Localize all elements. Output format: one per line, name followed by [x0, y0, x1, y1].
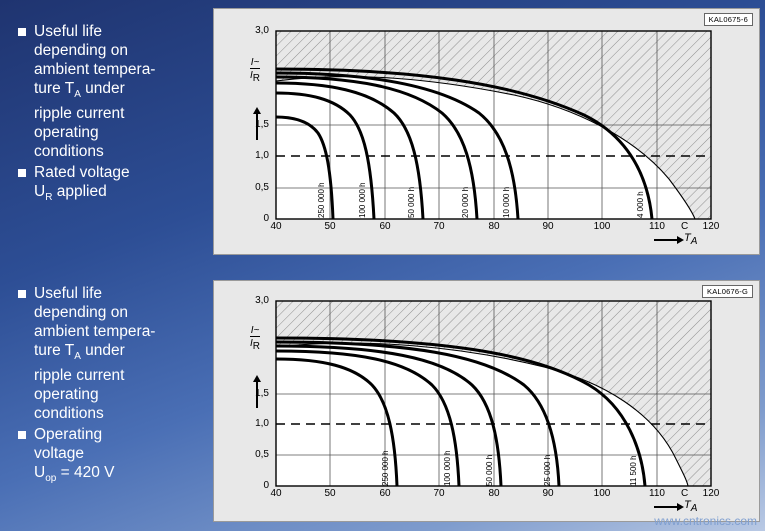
x-tick: 90 — [542, 221, 554, 232]
bullet-square-icon — [18, 28, 26, 36]
x-tick: 50 — [324, 488, 336, 499]
x-axis-arrow-icon — [677, 503, 684, 511]
y-tick: 1,5 — [255, 119, 269, 130]
bullet-list-top — [18, 22, 208, 209]
chart-code-bottom: KAL0676-G — [702, 285, 753, 298]
bullet-square-icon — [18, 431, 26, 439]
x-tick: 70 — [433, 221, 445, 232]
curve-label: 50 000 h — [407, 186, 416, 218]
x-tick: 40 — [270, 221, 282, 232]
y-tick: 0,5 — [255, 449, 269, 460]
x-axis-arrow-shaft — [654, 239, 678, 241]
curve-label: 25 000 h — [543, 454, 552, 486]
chart-code-top: KAL0675-6 — [704, 13, 753, 26]
y-tick: 1,0 — [255, 418, 269, 429]
x-tick: 120 — [702, 488, 720, 499]
watermark: www.cntronics.com — [654, 514, 757, 528]
x-tick: 60 — [379, 221, 391, 232]
chart-bottom — [213, 280, 760, 522]
y-tick: 0,5 — [255, 182, 269, 193]
x-axis-label-top: $T_A$ — [684, 232, 698, 248]
chart-top-svg — [214, 9, 759, 254]
y-axis-arrow-icon — [253, 107, 261, 114]
x-tick: 100 — [593, 488, 611, 499]
x-tick: 80 — [488, 221, 500, 232]
curve-label: 11 500 h — [629, 455, 638, 486]
y-tick: 0 — [263, 480, 269, 491]
x-tick: 70 — [433, 488, 445, 499]
chart-top — [213, 8, 760, 255]
y-tick: 1,0 — [255, 150, 269, 161]
bullet-item — [18, 163, 208, 207]
x-axis-arrow-icon — [677, 236, 684, 244]
x-unit-label: C — [681, 488, 689, 499]
curve-label: 100 000 h — [358, 182, 367, 218]
curve-label: 250 000 h — [317, 182, 326, 218]
bullet-square-icon — [18, 290, 26, 298]
x-tick: 120 — [702, 221, 720, 232]
y-tick: 3,0 — [255, 25, 269, 36]
curve-label: 4 000 h — [636, 191, 645, 218]
y-tick: 0 — [263, 213, 269, 224]
curve-label: 250 000 h — [381, 450, 390, 486]
curve-label: 20 000 h — [461, 186, 470, 218]
x-tick: 90 — [542, 488, 554, 499]
bullet-text: Operating voltage $U_{op} = 420$ V — [34, 426, 115, 485]
x-tick: 50 — [324, 221, 336, 232]
x-tick: 110 — [649, 488, 665, 499]
bullet-list-bottom — [18, 284, 208, 490]
y-tick: 1,5 — [255, 388, 269, 399]
x-tick: 80 — [488, 488, 500, 499]
y-axis-arrow-icon — [253, 375, 261, 382]
curve-label: 50 000 h — [485, 454, 494, 486]
x-tick: 40 — [270, 488, 282, 499]
curve-label: 100 000 h — [443, 450, 452, 486]
bullet-text: Useful life depending on ambient tempera- ture $T_A$ under ripple current operating conditions — [34, 23, 156, 161]
bullet-item — [18, 22, 208, 161]
bullet-square-icon — [18, 169, 26, 177]
y-tick: 3,0 — [255, 295, 269, 306]
x-axis-arrow-shaft — [654, 506, 678, 508]
y-axis-label-bottom: I~ $I_R$ — [249, 325, 260, 352]
x-tick: 110 — [649, 221, 665, 232]
bullet-text: Useful life depending on ambient tempera- ture $T_A$ under ripple current operating conditions — [34, 285, 156, 423]
bullet-item — [18, 425, 208, 488]
x-unit-label: C — [681, 221, 689, 232]
y-axis-label-top: I~ $I_R$ — [249, 57, 260, 84]
x-axis-label-bottom: $T_A$ — [684, 499, 698, 515]
curve-label: 10 000 h — [502, 186, 511, 218]
bullet-text: Rated voltage $U_R$ applied — [34, 164, 130, 204]
x-tick: 60 — [379, 488, 391, 499]
bullet-item — [18, 284, 208, 423]
panel-bottom — [0, 268, 765, 531]
x-tick: 100 — [593, 221, 611, 232]
